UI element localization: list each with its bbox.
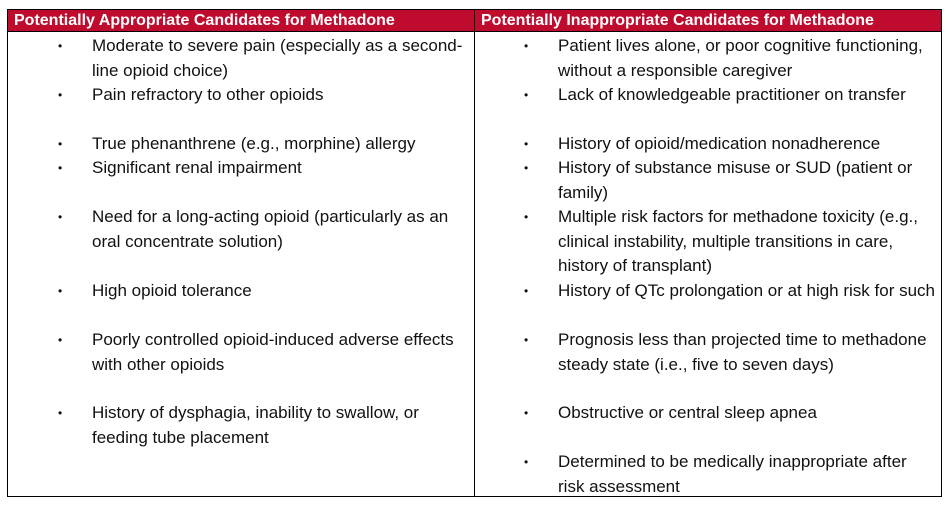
list-item: • History of dysphagia, inability to swallow, or feeding tube placement	[58, 403, 419, 447]
list-item: • Prognosis less than projected time to methadone steady state (i.e., five to seven days)	[524, 330, 927, 374]
list-item: • High opioid tolerance	[8, 279, 474, 304]
list-item: • Determined to be medically inappropriate after risk assessment	[524, 452, 907, 496]
inappropriate-candidates-column	[475, 10, 941, 496]
list-item: • Significant renal impairment	[8, 156, 474, 181]
bullet-icon: •	[58, 333, 63, 347]
list-item: • Multiple risk factors for methadone toxicity (e.g., clinical instability, multiple transitions in care, history of transplant)	[524, 207, 918, 275]
list-item: • Poorly controlled opioid-induced adverse effects with other opioids	[58, 330, 454, 374]
bullet-icon: •	[58, 406, 63, 420]
bullet-icon: •	[58, 137, 63, 151]
bullet-icon: •	[58, 88, 63, 102]
bullet-icon: •	[524, 333, 529, 347]
list-item: • Lack of knowledgeable practitioner on transfer	[475, 83, 941, 108]
list-item: • Pain refractory to other opioids	[8, 83, 474, 108]
bullet-icon: •	[524, 284, 529, 298]
inappropriate-candidates-header: Potentially Inappropriate Candidates for Methadone	[475, 10, 941, 32]
methadone-candidates-table	[7, 9, 942, 497]
list-item: • History of substance misuse or SUD (patient or family)	[524, 158, 913, 202]
list-item: • True phenanthrene (e.g., morphine) allergy	[8, 132, 474, 157]
list-item: • Moderate to severe pain (especially as a second-line opioid choice)	[58, 36, 463, 80]
bullet-icon: •	[524, 137, 529, 151]
list-item: • History of QTc prolongation or at high risk for such	[475, 279, 941, 304]
appropriate-candidates-column	[8, 10, 475, 496]
bullet-icon: •	[58, 210, 63, 224]
bullet-icon: •	[524, 455, 529, 469]
list-item: • History of opioid/medication nonadherence	[475, 132, 941, 157]
list-item: • Need for a long-acting opioid (particularly as an oral concentrate solution)	[58, 207, 449, 251]
appropriate-candidates-header: Potentially Appropriate Candidates for Methadone	[8, 10, 474, 32]
list-item: • Patient lives alone, or poor cognitive functioning, without a responsible caregiver	[524, 36, 923, 80]
bullet-icon: •	[524, 210, 529, 224]
bullet-icon: •	[58, 284, 63, 298]
bullet-icon: •	[58, 161, 63, 175]
list-item: • Obstructive or central sleep apnea	[475, 401, 941, 426]
bullet-icon: •	[524, 88, 529, 102]
bullet-icon: •	[524, 406, 529, 420]
bullet-icon: •	[524, 39, 529, 53]
bullet-icon: •	[58, 39, 63, 53]
bullet-icon: •	[524, 161, 529, 175]
